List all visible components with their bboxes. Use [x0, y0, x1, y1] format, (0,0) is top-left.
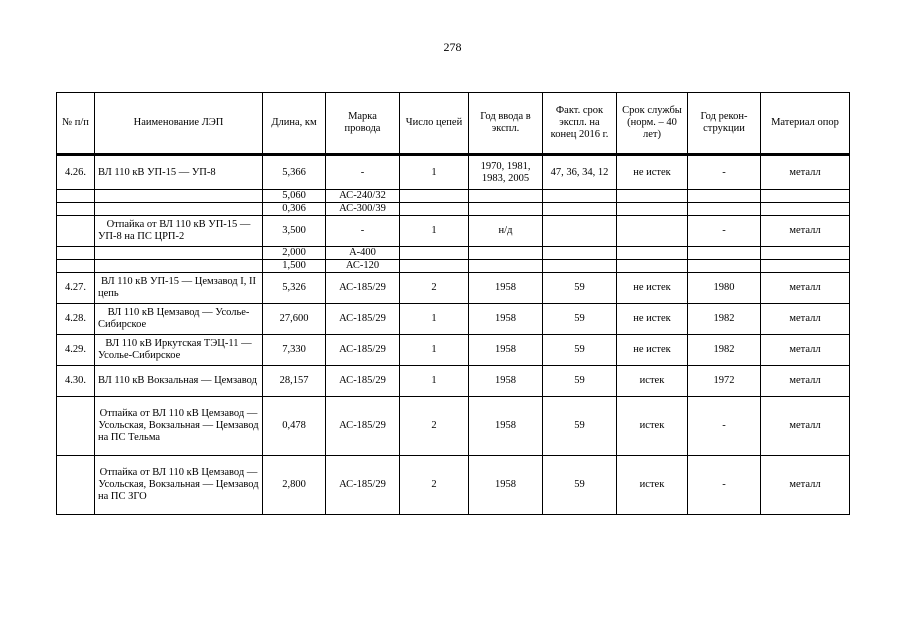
cell-recon: 1980: [688, 273, 761, 304]
cell-circuits: 2: [400, 273, 469, 304]
cell-material: [761, 260, 850, 273]
cell-length: 0,478: [263, 397, 326, 456]
cell-service: [617, 247, 688, 260]
cell-actual: [543, 260, 617, 273]
cell-length: 1,500: [263, 260, 326, 273]
cell-service: истек: [617, 397, 688, 456]
cell-wire: АС-185/29: [326, 273, 400, 304]
cell-service: истек: [617, 366, 688, 397]
cell-wire: АС-120: [326, 260, 400, 273]
cell-actual: 47, 36, 34, 12: [543, 156, 617, 190]
cell-length: 5,326: [263, 273, 326, 304]
cell-name: ВЛ 110 кВ УП-15 — Цемзавод I, II цепь: [95, 273, 263, 304]
cell-year: 1958: [469, 304, 543, 335]
cell-length: 5,060: [263, 190, 326, 203]
table-row: [57, 190, 850, 203]
cell-material: металл: [761, 304, 850, 335]
cell-circuits: 2: [400, 397, 469, 456]
cell-service: [617, 216, 688, 247]
cell-name: ВЛ 110 кВ Цемзавод — Усолье-Сибирское: [95, 304, 263, 335]
cell-circuits: 1: [400, 216, 469, 247]
header-year: Год ввода в экспл.: [469, 93, 543, 155]
table-row: [57, 203, 850, 216]
cell-recon: -: [688, 156, 761, 190]
cell-circuits: [400, 260, 469, 273]
table-row: [57, 273, 850, 304]
cell-year: 1958: [469, 456, 543, 515]
cell-actual: [543, 203, 617, 216]
cell-service: не истек: [617, 335, 688, 366]
cell-wire: А-400: [326, 247, 400, 260]
cell-material: металл: [761, 216, 850, 247]
header-length: Длина, км: [263, 93, 326, 155]
cell-year: 1958: [469, 335, 543, 366]
cell-length: 5,366: [263, 156, 326, 190]
cell-service: не истек: [617, 156, 688, 190]
cell-material: металл: [761, 273, 850, 304]
cell-material: [761, 203, 850, 216]
cell-circuits: 2: [400, 456, 469, 515]
cell-actual: 59: [543, 335, 617, 366]
cell-wire: АС-240/32: [326, 190, 400, 203]
cell-name: [95, 260, 263, 273]
table-row: [57, 335, 850, 366]
cell-recon: [688, 190, 761, 203]
cell-year: н/д: [469, 216, 543, 247]
cell-num: 4.27.: [57, 273, 95, 304]
cell-material: металл: [761, 456, 850, 515]
cell-material: металл: [761, 156, 850, 190]
cell-wire: АС-185/29: [326, 366, 400, 397]
cell-num: 4.28.: [57, 304, 95, 335]
header-service: Срок службы (норм. – 40 лет): [617, 93, 688, 155]
cell-year: 1958: [469, 397, 543, 456]
cell-year: 1970, 1981, 1983, 2005: [469, 156, 543, 190]
cell-circuits: 1: [400, 366, 469, 397]
cell-wire: -: [326, 156, 400, 190]
cell-wire: АС-185/29: [326, 335, 400, 366]
header-circuits: Число цепей: [400, 93, 469, 155]
cell-wire: -: [326, 216, 400, 247]
cell-circuits: [400, 247, 469, 260]
cell-year: 1958: [469, 366, 543, 397]
cell-recon: -: [688, 456, 761, 515]
cell-service: [617, 203, 688, 216]
cell-year: [469, 203, 543, 216]
cell-circuits: [400, 203, 469, 216]
cell-circuits: 1: [400, 304, 469, 335]
header-name: Наименование ЛЭП: [95, 93, 263, 155]
cell-recon: [688, 247, 761, 260]
table-row: [57, 366, 850, 397]
cell-name: [95, 190, 263, 203]
power-lines-table: [56, 92, 850, 515]
cell-actual: [543, 247, 617, 260]
cell-recon: 1982: [688, 335, 761, 366]
page-number: 278: [443, 40, 462, 54]
table-row: [57, 397, 850, 456]
table-body: [57, 154, 850, 515]
cell-service: истек: [617, 456, 688, 515]
cell-actual: 59: [543, 273, 617, 304]
cell-year: [469, 247, 543, 260]
cell-recon: 1982: [688, 304, 761, 335]
cell-num: [57, 216, 95, 247]
cell-length: 27,600: [263, 304, 326, 335]
cell-recon: -: [688, 216, 761, 247]
cell-material: [761, 247, 850, 260]
header-actual: Факт. срок экспл. на конец 2016 г.: [543, 93, 617, 155]
table-row: [57, 247, 850, 260]
header-num: № п/п: [57, 93, 95, 155]
cell-year: [469, 190, 543, 203]
cell-wire: АС-300/39: [326, 203, 400, 216]
cell-length: 28,157: [263, 366, 326, 397]
cell-num: [57, 203, 95, 216]
cell-length: 3,500: [263, 216, 326, 247]
cell-num: 4.30.: [57, 366, 95, 397]
cell-service: не истек: [617, 273, 688, 304]
cell-num: [57, 456, 95, 515]
cell-name: [95, 247, 263, 260]
cell-num: 4.29.: [57, 335, 95, 366]
header-row: [57, 93, 850, 155]
cell-name: ВЛ 110 кВ УП-15 — УП-8: [95, 156, 263, 190]
cell-num: [57, 260, 95, 273]
cell-name: Отпайка от ВЛ 110 кВ УП-15 — УП-8 на ПС ЦРП-2: [95, 216, 263, 247]
cell-actual: 59: [543, 366, 617, 397]
cell-recon: [688, 203, 761, 216]
cell-actual: 59: [543, 456, 617, 515]
cell-circuits: [400, 190, 469, 203]
cell-name: Отпайка от ВЛ 110 кВ Цемзавод — Усольская, Вокзальная — Цемзавод на ПС ЗГО: [95, 456, 263, 515]
cell-actual: 59: [543, 397, 617, 456]
cell-name: ВЛ 110 кВ Иркутская ТЭЦ-11 — Усолье-Сибирское: [95, 335, 263, 366]
table-row: [57, 304, 850, 335]
cell-name: Отпайка от ВЛ 110 кВ Цемзавод — Усольская, Вокзальная — Цемзавод на ПС Тельма: [95, 397, 263, 456]
cell-recon: -: [688, 397, 761, 456]
cell-wire: АС-185/29: [326, 397, 400, 456]
cell-material: металл: [761, 335, 850, 366]
cell-year: [469, 260, 543, 273]
cell-num: [57, 247, 95, 260]
cell-year: 1958: [469, 273, 543, 304]
cell-circuits: 1: [400, 156, 469, 190]
cell-name: ВЛ 110 кВ Вокзальная — Цемзавод: [95, 366, 263, 397]
cell-service: [617, 190, 688, 203]
cell-num: [57, 397, 95, 456]
cell-wire: АС-185/29: [326, 456, 400, 515]
cell-actual: [543, 190, 617, 203]
cell-num: 4.26.: [57, 156, 95, 190]
table-row: [57, 456, 850, 515]
cell-material: металл: [761, 366, 850, 397]
cell-length: 2,000: [263, 247, 326, 260]
cell-material: металл: [761, 397, 850, 456]
cell-num: [57, 190, 95, 203]
header-recon: Год рекон-струкции: [688, 93, 761, 155]
cell-recon: 1972: [688, 366, 761, 397]
cell-wire: АС-185/29: [326, 304, 400, 335]
cell-length: 7,330: [263, 335, 326, 366]
table-row: [57, 216, 850, 247]
cell-name: [95, 203, 263, 216]
cell-length: 0,306: [263, 203, 326, 216]
header-material: Материал опор: [761, 93, 850, 155]
cell-service: не истек: [617, 304, 688, 335]
cell-circuits: 1: [400, 335, 469, 366]
cell-service: [617, 260, 688, 273]
cell-actual: [543, 216, 617, 247]
cell-actual: 59: [543, 304, 617, 335]
table-row: [57, 260, 850, 273]
cell-material: [761, 190, 850, 203]
table-row: [57, 156, 850, 190]
cell-recon: [688, 260, 761, 273]
header-wire: Марка провода: [326, 93, 400, 155]
cell-length: 2,800: [263, 456, 326, 515]
